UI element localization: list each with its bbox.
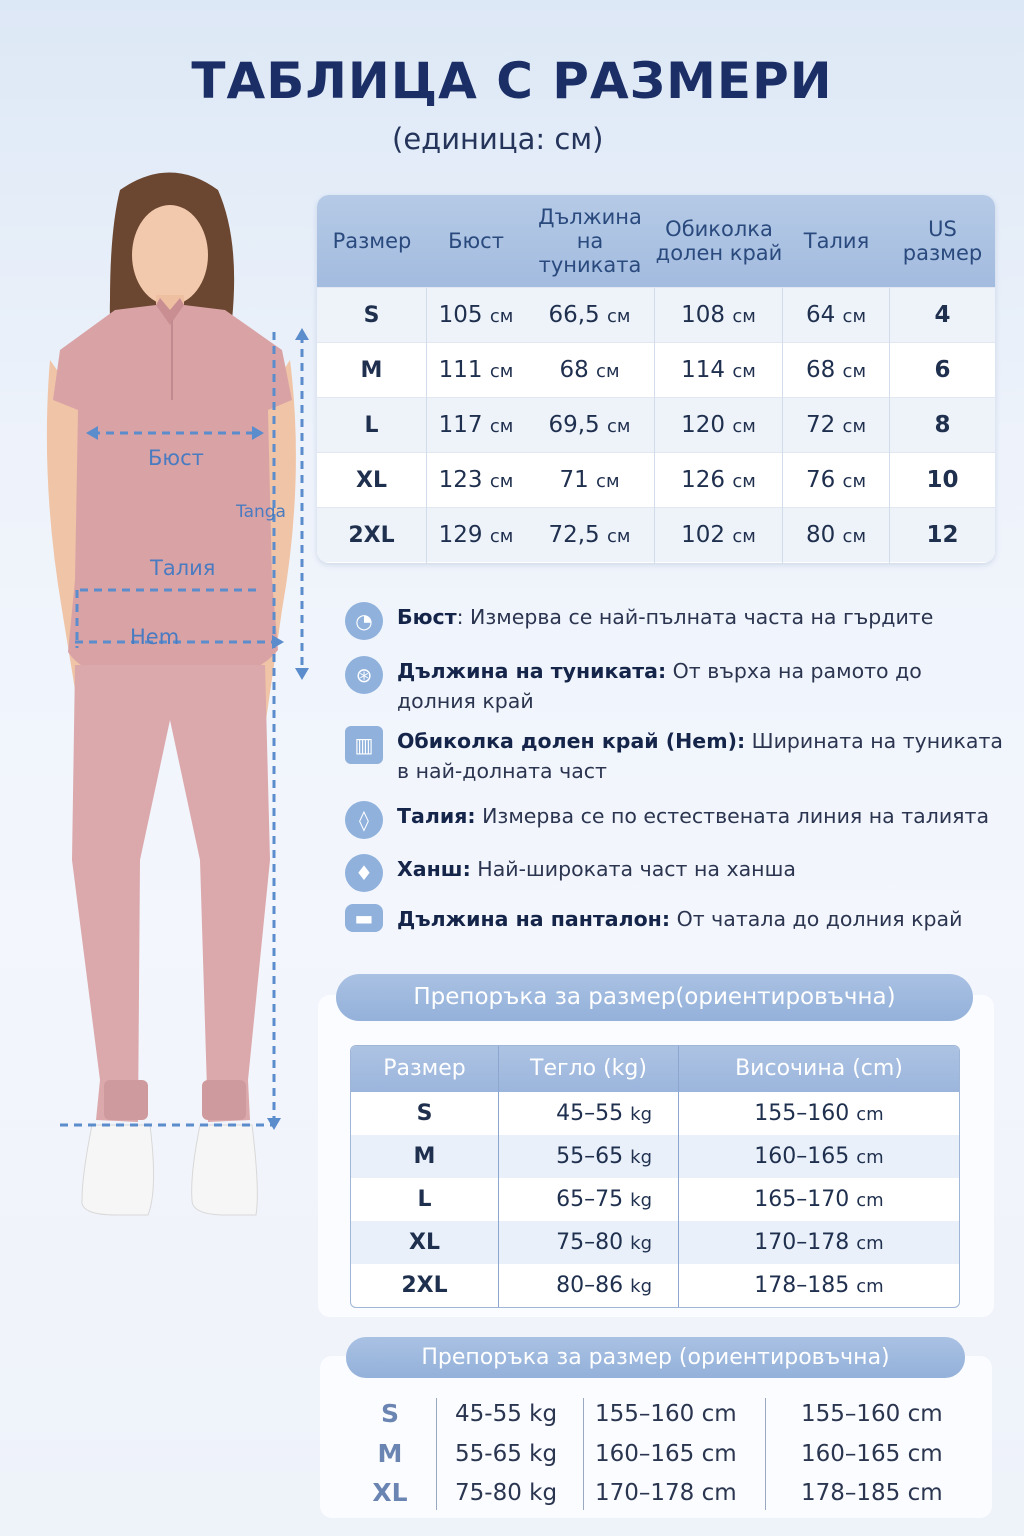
cell-value: 108: [681, 301, 726, 328]
rec-header-weight: Тегло (kg): [499, 1046, 679, 1092]
recommendation-table: [350, 1045, 960, 1308]
bust-label: Бюст: [148, 446, 204, 470]
cell-unit: см: [842, 470, 867, 492]
rec-height-value: 170–178: [754, 1230, 850, 1255]
divider: [583, 1398, 584, 1510]
rec-weight-unit: kg: [630, 1276, 652, 1297]
rec2-weight: 75-80 kg: [455, 1480, 558, 1506]
table-cell: [655, 398, 783, 453]
cell-unit: см: [596, 360, 620, 382]
model-figure: [20, 160, 330, 1230]
table-cell: [427, 453, 525, 508]
table-cell: [655, 508, 783, 563]
definition-term: Бюст: [397, 605, 457, 629]
rec-height: [679, 1221, 959, 1264]
cell-unit: см: [489, 360, 514, 382]
definition-item: [345, 726, 1005, 786]
rec2-size: S: [380, 1399, 399, 1428]
rec-weight: [499, 1221, 679, 1264]
rec-size: XL: [351, 1221, 499, 1264]
table-cell: [317, 288, 427, 343]
rec2-weight: 45-55 kg: [455, 1401, 558, 1427]
cell-value: M: [360, 357, 383, 383]
model-illustration: [20, 160, 330, 1230]
bust-icon: ◔: [345, 602, 383, 640]
cell-unit: см: [732, 525, 756, 547]
rec-height: [679, 1264, 959, 1307]
cell-unit: см: [489, 525, 514, 547]
unit-subtitle: (единица: см): [392, 122, 604, 156]
table-cell: [655, 343, 783, 398]
header-hem: [655, 217, 783, 265]
rec2-size: M: [377, 1439, 403, 1468]
header-length: [525, 205, 655, 277]
rec-weight-unit: kg: [630, 1104, 652, 1125]
table-row: [317, 507, 995, 562]
cell-unit: см: [489, 415, 514, 437]
table-cell: [890, 288, 995, 343]
definition-term: Ханш:: [397, 857, 471, 881]
rec-header-size: Размер: [351, 1046, 499, 1092]
definition-item: [345, 801, 1005, 839]
rec-height-value: 178–185: [754, 1273, 850, 1298]
table-cell: [890, 343, 995, 398]
size-table-header: [317, 195, 995, 287]
table-cell: [427, 288, 525, 343]
cell-value: S: [363, 302, 380, 328]
cell-unit: см: [842, 525, 867, 547]
rec-height-unit: cm: [856, 1233, 884, 1254]
rec-height-unit: cm: [856, 1104, 884, 1125]
table-cell: [655, 453, 783, 508]
definition-text: : Измерва се най-пълната часта на гърдите: [456, 605, 934, 629]
cell-value: 68: [559, 356, 589, 383]
cell-value: 76: [805, 466, 836, 493]
rec2-size: XL: [372, 1478, 408, 1507]
definition-item: [345, 854, 1005, 892]
pants-length-icon: ▬: [345, 904, 383, 932]
rec-height-unit: cm: [856, 1147, 884, 1168]
cell-value: 68: [805, 356, 836, 383]
table-row: [351, 1092, 959, 1135]
header-hem-line1: Обиколка: [665, 216, 773, 241]
rec-height-value: 155–160: [754, 1101, 850, 1126]
table-cell: [655, 288, 783, 343]
cell-value: L: [364, 412, 379, 438]
table-row: [351, 1221, 959, 1264]
length-label: Tanga: [236, 502, 286, 522]
rec-weight: [499, 1135, 679, 1178]
cell-value: 2XL: [348, 522, 395, 548]
rec-weight: [499, 1178, 679, 1221]
rec-weight: [499, 1264, 679, 1307]
rec-weight-value: 45–55: [556, 1101, 624, 1126]
cell-value: 10: [926, 466, 959, 493]
recommendation-banner: Препоръка за размер(ориентировъчна): [336, 974, 973, 1021]
header-us-line2: размер: [902, 241, 983, 265]
rec2-height: 160–165 cm: [595, 1441, 737, 1467]
cell-value: 4: [934, 301, 951, 328]
definition-text: Най-широката част на ханша: [470, 857, 796, 881]
table-row: [351, 1178, 959, 1221]
cell-value: 72: [805, 411, 836, 438]
cell-value: 120: [681, 411, 726, 438]
cell-unit: см: [732, 305, 756, 327]
header-length-line1: Дължина: [538, 204, 642, 229]
table-row: [317, 452, 995, 507]
waist-icon: ◊: [345, 801, 383, 839]
cell-unit: см: [607, 525, 631, 547]
table-cell: [783, 508, 890, 563]
cell-unit: см: [842, 305, 867, 327]
hip-icon: ♦: [345, 854, 383, 892]
header-size: Размер: [332, 228, 412, 253]
definition-text: От чатала до долния край: [670, 907, 963, 931]
cell-unit: см: [732, 415, 756, 437]
cell-value: 12: [926, 521, 959, 548]
definition-term: Талия:: [397, 804, 476, 828]
definition-term: Дължина на туниката:: [397, 659, 667, 683]
definition-term: Обиколка долен край (Hem):: [397, 729, 746, 753]
cell-value: 71: [559, 466, 589, 493]
rec-weight-value: 55–65: [556, 1144, 624, 1169]
size-table-body: [317, 287, 995, 562]
rec2-height: 170–178 cm: [595, 1480, 737, 1506]
rec2-height2: 178–185 cm: [801, 1480, 943, 1506]
rec-weight-unit: kg: [630, 1190, 652, 1211]
table-cell: [890, 453, 995, 508]
rec-height-value: 160–165: [754, 1144, 850, 1169]
cell-unit: см: [607, 415, 631, 437]
cell-value: 117: [438, 411, 483, 438]
cell-value: 126: [681, 466, 726, 493]
recommendation-header: [351, 1046, 959, 1092]
rec2-height2: 160–165 cm: [801, 1441, 943, 1467]
cell-value: 66,5: [548, 301, 600, 328]
table-cell: [783, 398, 890, 453]
table-cell: [317, 508, 427, 563]
rec-height: [679, 1135, 959, 1178]
header-waist: Талия: [803, 228, 870, 253]
rec-weight-value: 65–75: [556, 1187, 624, 1212]
definition-term: Дължина на панталон:: [397, 907, 671, 931]
table-cell: [890, 508, 995, 563]
cell-unit: см: [489, 470, 514, 492]
cell-value: 80: [805, 521, 836, 548]
list-item: [355, 1394, 980, 1434]
table-cell: [317, 398, 427, 453]
definition-text: Ширината на туниката в най-долната част: [397, 729, 1003, 783]
cell-value: 129: [438, 521, 483, 548]
cell-value: 72,5: [548, 521, 600, 548]
cell-value: 8: [934, 411, 951, 438]
rec-weight-value: 75–80: [556, 1230, 624, 1255]
table-cell: [317, 453, 427, 508]
table-cell: [783, 453, 890, 508]
cell-value: 111: [438, 356, 483, 383]
table-cell: [525, 453, 655, 508]
rec-weight: [499, 1092, 679, 1135]
cell-value: 6: [934, 356, 951, 383]
rec-height: [679, 1092, 959, 1135]
cell-value: XL: [356, 467, 387, 493]
header-length-line2: на туниката: [538, 228, 642, 278]
cell-value: 69,5: [548, 411, 600, 438]
cell-unit: см: [596, 470, 620, 492]
cell-unit: см: [489, 305, 514, 327]
header-hem-line2: долен край: [655, 241, 783, 265]
list-item: [355, 1434, 980, 1474]
table-cell: [783, 343, 890, 398]
rec-height-value: 165–170: [754, 1187, 850, 1212]
recommendation-body: [351, 1092, 959, 1307]
rec-weight-unit: kg: [630, 1233, 652, 1254]
cell-value: 123: [438, 466, 483, 493]
rec-header-height: Височина (cm): [735, 1056, 903, 1081]
definition-item: [345, 904, 1005, 934]
definition-item: [345, 602, 1005, 640]
cell-value: 114: [681, 356, 726, 383]
table-cell: [427, 508, 525, 563]
rec2-height: 155–160 cm: [595, 1401, 737, 1427]
cell-unit: см: [607, 305, 631, 327]
rec-size: L: [351, 1178, 499, 1221]
table-cell: [890, 398, 995, 453]
waist-label: Талия: [150, 556, 216, 580]
divider: [436, 1398, 437, 1510]
rec2-weight: 55-65 kg: [455, 1441, 558, 1467]
table-cell: [783, 288, 890, 343]
hem-icon: ▥: [345, 726, 383, 764]
rec-weight-value: 80–86: [556, 1273, 624, 1298]
hem-label: Hem: [130, 625, 180, 649]
size-table: [317, 195, 995, 563]
definition-item: [345, 656, 1005, 716]
table-row: [317, 342, 995, 397]
rec-size: S: [351, 1092, 499, 1135]
definition-text: Измерва се по естествената линия на талията: [475, 804, 990, 828]
cell-value: 64: [805, 301, 836, 328]
divider: [765, 1398, 766, 1510]
recommendation2-banner: Препоръка за размер (ориентировъчна): [346, 1337, 965, 1378]
cell-value: 105: [438, 301, 483, 328]
table-cell: [525, 343, 655, 398]
cell-unit: см: [842, 360, 867, 382]
rec-size: 2XL: [351, 1264, 499, 1307]
table-cell: [427, 343, 525, 398]
cell-unit: см: [842, 415, 867, 437]
table-cell: [427, 398, 525, 453]
tunic-length-icon: ⊛: [345, 656, 383, 694]
header-bust: Бюст: [448, 228, 504, 253]
header-us-line1: US: [928, 216, 957, 241]
list-item: [355, 1473, 980, 1513]
rec2-height2: 155–160 cm: [801, 1401, 943, 1427]
table-cell: [317, 343, 427, 398]
table-row: [351, 1264, 959, 1307]
definition-text: От върха на рамото до долния край: [397, 659, 922, 713]
table-cell: [525, 398, 655, 453]
rec-height-unit: cm: [856, 1190, 884, 1211]
cell-value: 102: [681, 521, 726, 548]
table-row: [317, 287, 995, 342]
table-cell: [525, 288, 655, 343]
rec-height-unit: cm: [856, 1276, 884, 1297]
table-row: [351, 1135, 959, 1178]
header-us: [890, 217, 995, 265]
cell-unit: см: [732, 470, 756, 492]
table-cell: [525, 508, 655, 563]
rec-weight-unit: kg: [630, 1147, 652, 1168]
rec-height: [679, 1178, 959, 1221]
rec-size: M: [351, 1135, 499, 1178]
page-title: ТАБЛИЦА С РАЗМЕРИ: [191, 52, 833, 110]
table-row: [317, 397, 995, 452]
cell-unit: см: [732, 360, 756, 382]
